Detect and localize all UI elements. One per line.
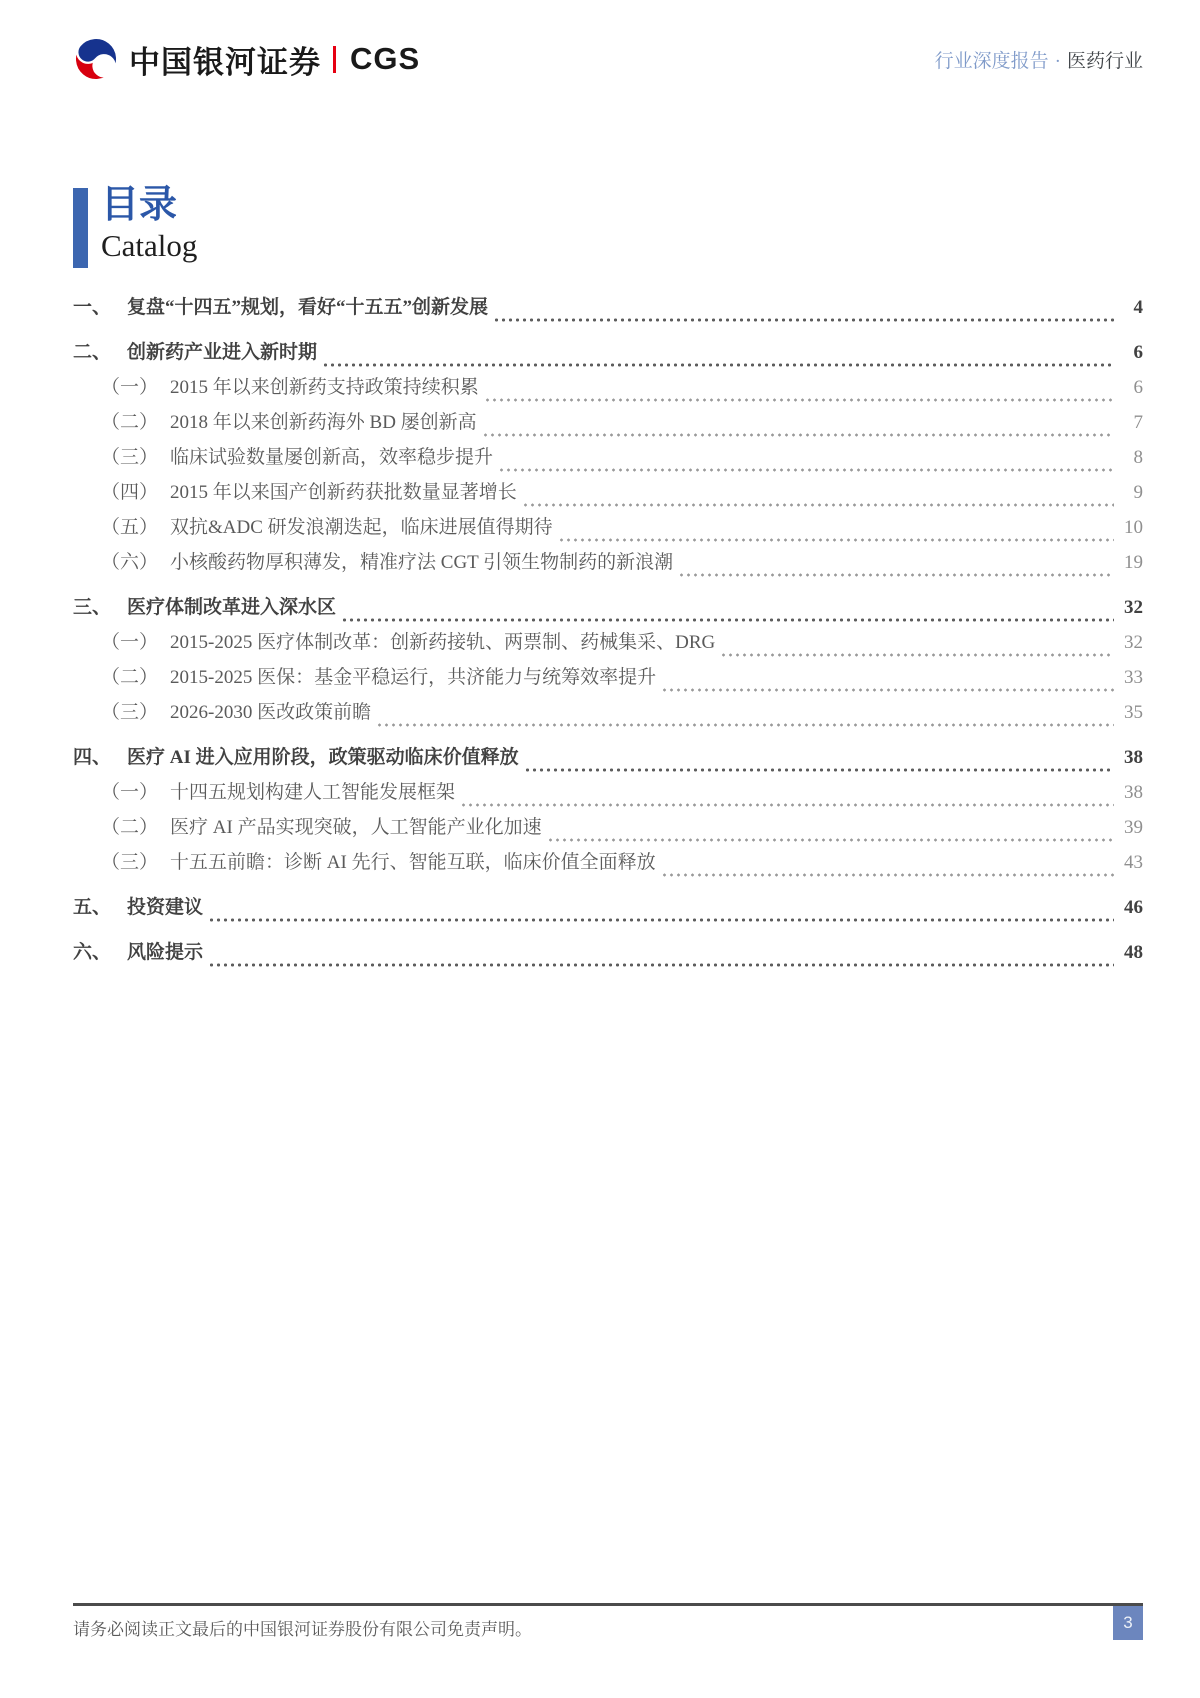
toc-leader-dots — [662, 687, 1114, 693]
toc-entry-title: 复盘“十四五”规划，看好“十五五”创新发展 — [127, 297, 489, 318]
brand-name-en: CGS — [350, 41, 421, 76]
toc-leader-dots — [548, 837, 1114, 843]
toc-entry-title: 医疗 AI 产品实现突破，人工智能产业化加速 — [170, 817, 542, 838]
toc-entry-page: 35 — [1124, 702, 1143, 723]
toc-entry-page: 9 — [1133, 482, 1143, 503]
toc-entry-title: 医疗 AI 进入应用阶段，政策驱动临床价值释放 — [127, 747, 519, 768]
toc-entry-number: 五、 — [73, 897, 112, 918]
toc-entry-number: （三） — [101, 702, 159, 723]
toc-leader-dots — [377, 722, 1114, 728]
toc-entry-page: 7 — [1133, 412, 1143, 433]
toc-entry-page: 46 — [1124, 897, 1143, 918]
toc-entry-title: 风险提示 — [127, 942, 204, 963]
toc-entry-number: （三） — [101, 447, 159, 468]
toc-entry-number: 一、 — [73, 297, 112, 318]
toc-leader-dots — [523, 502, 1114, 508]
toc-entry[interactable] — [73, 407, 1143, 442]
toc-leader-dots — [494, 317, 1114, 323]
toc-entry-page: 33 — [1124, 667, 1143, 688]
title-accent-bar — [73, 188, 88, 268]
catalog-title-block — [73, 184, 197, 266]
toc-entry[interactable] — [73, 742, 1143, 777]
toc-leader-dots — [721, 652, 1114, 658]
toc-entry-page: 43 — [1124, 852, 1143, 873]
toc-leader-dots — [209, 962, 1114, 968]
toc-entry-number: （一） — [101, 782, 159, 803]
toc-leader-dots — [525, 767, 1114, 773]
toc-entry-page: 38 — [1124, 747, 1143, 768]
toc-leader-dots — [342, 617, 1114, 623]
page-header — [73, 36, 1143, 82]
toc-entry-title: 投资建议 — [127, 897, 204, 918]
toc-entry-title: 2026-2030 医改政策前瞻 — [170, 702, 372, 723]
toc-entry-page: 8 — [1133, 447, 1143, 468]
catalog-title-cn: 目录 — [101, 184, 178, 226]
toc-entry[interactable] — [73, 372, 1143, 407]
toc-entry-title: 创新药产业进入新时期 — [127, 342, 318, 363]
header-dot-separator: · — [1054, 50, 1061, 72]
toc-entry-page: 32 — [1124, 597, 1143, 618]
toc-entry-title: 2015-2025 医疗体制改革：创新药接轨、两票制、药械集采、DRG — [170, 632, 716, 653]
industry-label: 医药行业 — [1066, 50, 1143, 72]
toc-leader-dots — [499, 467, 1114, 473]
toc-entry-page: 19 — [1124, 552, 1143, 573]
toc-entry-number: （五） — [101, 517, 159, 538]
toc-entry[interactable] — [73, 937, 1143, 972]
toc-leader-dots — [679, 572, 1114, 578]
toc-entry-number: 三、 — [73, 597, 112, 618]
toc-entry-number: （一） — [101, 377, 159, 398]
brand-logo — [73, 36, 420, 82]
toc-entry-page: 10 — [1124, 517, 1143, 538]
toc-leader-dots — [559, 537, 1114, 543]
toc-entry-title: 2018 年以来创新药海外 BD 屡创新高 — [170, 412, 477, 433]
toc-entry-number: （三） — [101, 852, 159, 873]
toc-entry-title: 2015 年以来国产创新药获批数量显著增长 — [170, 482, 517, 503]
toc-entry-title: 小核酸药物厚积薄发，精准疗法 CGT 引领生物制药的新浪潮 — [170, 552, 674, 573]
brand-divider — [333, 46, 336, 73]
toc-entry[interactable] — [73, 777, 1143, 812]
toc-entry[interactable] — [73, 292, 1143, 327]
toc-leader-dots — [209, 917, 1114, 923]
toc-entry-page: 6 — [1133, 377, 1143, 398]
toc-entry-number: （一） — [101, 632, 159, 653]
toc-entry[interactable] — [73, 337, 1143, 372]
toc-entry-number: 四、 — [73, 747, 112, 768]
toc-entry-title: 临床试验数量屡创新高，效率稳步提升 — [170, 447, 494, 468]
toc-leader-dots — [662, 872, 1114, 878]
toc-entry-page: 32 — [1124, 632, 1143, 653]
toc-entry-number: （二） — [101, 667, 159, 688]
report-type-header — [935, 46, 1143, 73]
toc-entry-number: （六） — [101, 552, 159, 573]
toc-entry-page: 4 — [1133, 297, 1143, 318]
toc-leader-dots — [485, 397, 1114, 403]
toc-entry[interactable] — [73, 547, 1143, 582]
toc-entry[interactable] — [73, 442, 1143, 477]
toc-entry-title: 十四五规划构建人工智能发展框架 — [170, 782, 456, 803]
toc-entry-number: （二） — [101, 412, 159, 433]
toc-leader-dots — [461, 802, 1114, 808]
toc-list — [73, 292, 1143, 972]
toc-entry-number: 六、 — [73, 942, 112, 963]
toc-entry-title: 十五五前瞻：诊断 AI 先行、智能互联，临床价值全面释放 — [170, 852, 656, 873]
toc-entry-page: 39 — [1124, 817, 1143, 838]
toc-entry[interactable] — [73, 812, 1143, 847]
toc-leader-dots — [483, 432, 1114, 438]
footer-disclaimer: 请务必阅读正文最后的中国银河证券股份有限公司免责声明。 — [73, 1620, 532, 1639]
toc-leader-dots — [323, 362, 1114, 368]
toc-entry[interactable] — [73, 477, 1143, 512]
brand-name-cn: 中国银河证券 — [129, 44, 321, 80]
toc-entry-number: （二） — [101, 817, 159, 838]
toc-entry-page: 48 — [1124, 942, 1143, 963]
toc-entry[interactable] — [73, 662, 1143, 697]
toc-entry[interactable] — [73, 592, 1143, 627]
toc-entry-page: 38 — [1124, 782, 1143, 803]
toc-entry[interactable] — [73, 627, 1143, 662]
page-number-badge: 3 — [1113, 1606, 1143, 1640]
toc-entry-title: 2015-2025 医保：基金平稳运行，共济能力与统筹效率提升 — [170, 667, 657, 688]
galaxy-swirl-icon — [73, 36, 119, 82]
toc-entry-title: 医疗体制改革进入深水区 — [127, 597, 337, 618]
toc-entry[interactable] — [73, 512, 1143, 547]
toc-entry-number: （四） — [101, 482, 159, 503]
toc-entry[interactable] — [73, 697, 1143, 732]
toc-entry[interactable] — [73, 847, 1143, 882]
toc-entry[interactable] — [73, 892, 1143, 927]
toc-entry-title: 2015 年以来创新药支持政策持续积累 — [170, 377, 479, 398]
toc-entry-title: 双抗&ADC 研发浪潮迭起，临床进展值得期待 — [170, 517, 553, 538]
toc-entry-page: 6 — [1133, 342, 1143, 363]
report-type-label: 行业深度报告 — [934, 50, 1049, 72]
catalog-title-en: Catalog — [101, 228, 198, 263]
footer-divider-line — [73, 1603, 1143, 1606]
toc-entry-number: 二、 — [73, 342, 112, 363]
